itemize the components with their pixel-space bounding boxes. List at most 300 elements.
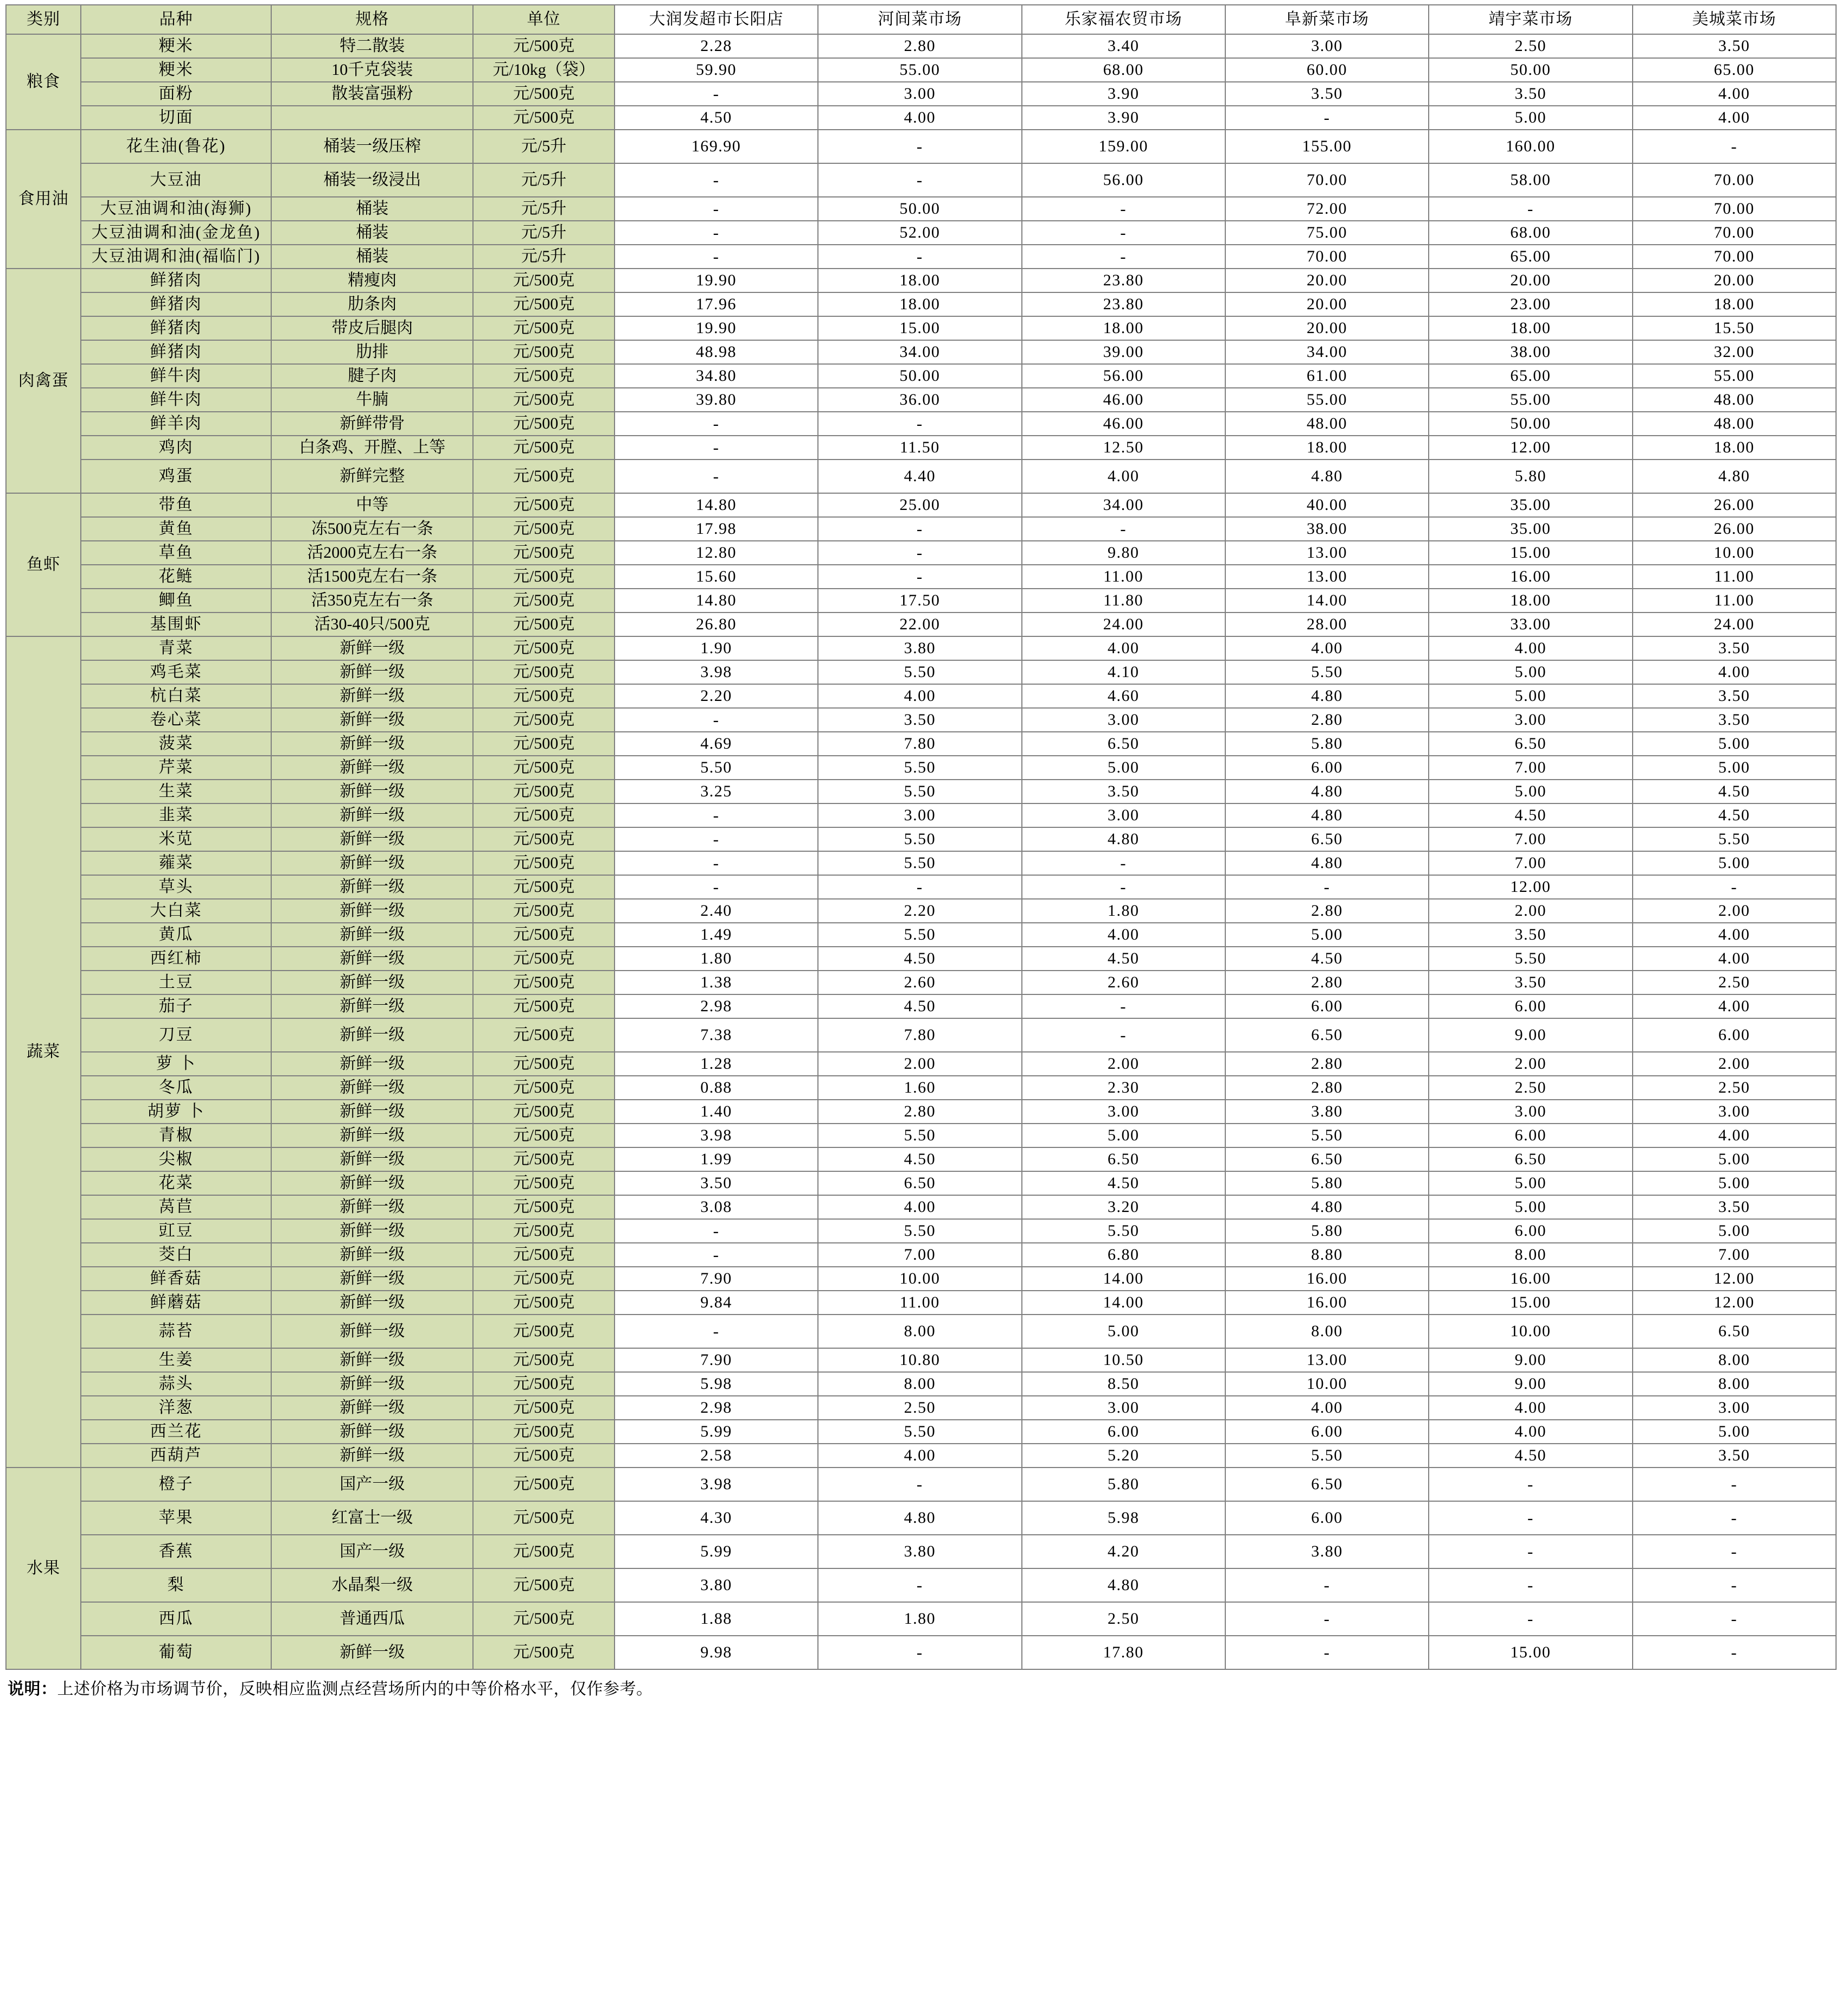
price-cell-market-2: - bbox=[818, 130, 1021, 163]
unit-cell: 元/500克 bbox=[473, 34, 615, 58]
spec-cell: 新鲜一级 bbox=[271, 1348, 473, 1372]
item-name-cell: 莴苣 bbox=[81, 1195, 271, 1219]
price-cell-market-4: 4.80 bbox=[1225, 684, 1429, 708]
item-name-cell: 西葫芦 bbox=[81, 1444, 271, 1468]
price-cell-market-2: - bbox=[818, 412, 1021, 436]
spec-cell: 桶装一级压榨 bbox=[271, 130, 473, 163]
spec-cell: 新鲜一级 bbox=[271, 1147, 473, 1171]
price-cell-market-6: 3.00 bbox=[1633, 1100, 1836, 1124]
price-cell-market-5: - bbox=[1429, 1501, 1632, 1535]
unit-cell: 元/500克 bbox=[473, 803, 615, 827]
table-row bbox=[6, 1195, 1836, 1219]
price-cell-market-1: - bbox=[615, 436, 818, 460]
table-row bbox=[6, 565, 1836, 589]
unit-cell: 元/500克 bbox=[473, 1348, 615, 1372]
unit-cell: 元/500克 bbox=[473, 412, 615, 436]
unit-cell: 元/500克 bbox=[473, 1636, 615, 1669]
table-row bbox=[6, 1018, 1836, 1052]
spec-cell: 新鲜一级 bbox=[271, 1420, 473, 1444]
unit-cell: 元/5升 bbox=[473, 221, 615, 245]
price-cell-market-1: 1.99 bbox=[615, 1147, 818, 1171]
price-cell-market-2: 10.00 bbox=[818, 1267, 1021, 1291]
unit-cell: 元/500克 bbox=[473, 780, 615, 803]
price-cell-market-2: 2.50 bbox=[818, 1396, 1021, 1420]
price-cell-market-2: 4.50 bbox=[818, 994, 1021, 1018]
price-cell-market-3: 4.20 bbox=[1022, 1535, 1225, 1568]
price-cell-market-5: 68.00 bbox=[1429, 221, 1632, 245]
price-cell-market-4: - bbox=[1225, 106, 1429, 130]
price-cell-market-3: - bbox=[1022, 517, 1225, 541]
price-cell-market-3: 4.00 bbox=[1022, 460, 1225, 493]
price-cell-market-6: 4.00 bbox=[1633, 82, 1836, 106]
price-cell-market-6: 2.50 bbox=[1633, 1076, 1836, 1100]
item-name-cell: 西瓜 bbox=[81, 1602, 271, 1636]
table-row bbox=[6, 340, 1836, 364]
price-cell-market-5: 50.00 bbox=[1429, 58, 1632, 82]
unit-cell: 元/500克 bbox=[473, 636, 615, 660]
item-name-cell: 胡萝 卜 bbox=[81, 1100, 271, 1124]
price-cell-market-3: 3.00 bbox=[1022, 803, 1225, 827]
price-cell-market-3: 1.80 bbox=[1022, 899, 1225, 923]
item-name-cell: 基围虾 bbox=[81, 613, 271, 636]
price-cell-market-6: 3.50 bbox=[1633, 1444, 1836, 1468]
price-cell-market-1: 1.88 bbox=[615, 1602, 818, 1636]
price-cell-market-2: 17.50 bbox=[818, 589, 1021, 613]
spec-cell: 活2000克左右一条 bbox=[271, 541, 473, 565]
price-cell-market-1: 2.40 bbox=[615, 899, 818, 923]
price-cell-market-1: 4.50 bbox=[615, 106, 818, 130]
table-row bbox=[6, 245, 1836, 269]
price-cell-market-6: 24.00 bbox=[1633, 613, 1836, 636]
unit-cell: 元/500克 bbox=[473, 364, 615, 388]
spec-cell: 新鲜一级 bbox=[271, 1124, 473, 1147]
price-cell-market-2: 5.50 bbox=[818, 1219, 1021, 1243]
unit-cell: 元/500克 bbox=[473, 493, 615, 517]
price-cell-market-1: - bbox=[615, 82, 818, 106]
price-cell-market-2: 18.00 bbox=[818, 292, 1021, 316]
item-name-cell: 黄瓜 bbox=[81, 923, 271, 947]
spec-cell bbox=[271, 106, 473, 130]
spec-cell: 新鲜一级 bbox=[271, 1315, 473, 1348]
price-cell-market-3: 39.00 bbox=[1022, 340, 1225, 364]
price-cell-market-2: 1.60 bbox=[818, 1076, 1021, 1100]
price-cell-market-6: 4.80 bbox=[1633, 460, 1836, 493]
price-cell-market-6: 2.00 bbox=[1633, 1052, 1836, 1076]
column-header-unit: 单位 bbox=[473, 5, 615, 34]
price-cell-market-5: 5.00 bbox=[1429, 1171, 1632, 1195]
price-cell-market-1: 1.40 bbox=[615, 1100, 818, 1124]
price-cell-market-5: 5.00 bbox=[1429, 660, 1632, 684]
price-cell-market-6: 3.50 bbox=[1633, 1195, 1836, 1219]
price-cell-market-4: 4.80 bbox=[1225, 851, 1429, 875]
price-cell-market-2: - bbox=[818, 245, 1021, 269]
price-cell-market-3: - bbox=[1022, 875, 1225, 899]
price-cell-market-1: 34.80 bbox=[615, 364, 818, 388]
column-header-market-6: 美城菜市场 bbox=[1633, 5, 1836, 34]
price-cell-market-1: 5.99 bbox=[615, 1535, 818, 1568]
price-cell-market-3: 3.50 bbox=[1022, 780, 1225, 803]
price-cell-market-4: 2.80 bbox=[1225, 1052, 1429, 1076]
table-row bbox=[6, 1124, 1836, 1147]
price-cell-market-6: 4.00 bbox=[1633, 660, 1836, 684]
price-cell-market-1: - bbox=[615, 875, 818, 899]
price-cell-market-4: - bbox=[1225, 1568, 1429, 1602]
spec-cell: 新鲜一级 bbox=[271, 1100, 473, 1124]
price-cell-market-2: 18.00 bbox=[818, 269, 1021, 292]
price-cell-market-6: 70.00 bbox=[1633, 163, 1836, 197]
price-cell-market-3: 68.00 bbox=[1022, 58, 1225, 82]
price-cell-market-2: 6.50 bbox=[818, 1171, 1021, 1195]
price-cell-market-1: 0.88 bbox=[615, 1076, 818, 1100]
price-cell-market-3: 3.00 bbox=[1022, 1396, 1225, 1420]
price-cell-market-1: 19.90 bbox=[615, 316, 818, 340]
price-cell-market-5: 6.00 bbox=[1429, 1124, 1632, 1147]
table-row bbox=[6, 1372, 1836, 1396]
price-cell-market-2: 50.00 bbox=[818, 364, 1021, 388]
price-cell-market-4: 4.80 bbox=[1225, 780, 1429, 803]
table-row bbox=[6, 1267, 1836, 1291]
price-cell-market-3: 6.50 bbox=[1022, 732, 1225, 756]
price-cell-market-5: 5.00 bbox=[1429, 106, 1632, 130]
price-cell-market-5: 4.00 bbox=[1429, 636, 1632, 660]
spec-cell: 新鲜一级 bbox=[271, 1372, 473, 1396]
table-row bbox=[6, 923, 1836, 947]
price-cell-market-4: 13.00 bbox=[1225, 1348, 1429, 1372]
price-cell-market-1: - bbox=[615, 245, 818, 269]
price-cell-market-6: 70.00 bbox=[1633, 221, 1836, 245]
price-cell-market-2: 2.80 bbox=[818, 1100, 1021, 1124]
table-row bbox=[6, 269, 1836, 292]
price-cell-market-1: - bbox=[615, 803, 818, 827]
price-cell-market-1: 1.49 bbox=[615, 923, 818, 947]
unit-cell: 元/500克 bbox=[473, 292, 615, 316]
column-header-market-5: 靖宇菜市场 bbox=[1429, 5, 1632, 34]
price-cell-market-5: 50.00 bbox=[1429, 412, 1632, 436]
price-cell-market-1: 2.28 bbox=[615, 34, 818, 58]
unit-cell: 元/500克 bbox=[473, 1147, 615, 1171]
price-cell-market-1: 39.80 bbox=[615, 388, 818, 412]
price-cell-market-2: 5.50 bbox=[818, 923, 1021, 947]
price-cell-market-4: 8.80 bbox=[1225, 1243, 1429, 1267]
price-cell-market-6: 11.00 bbox=[1633, 565, 1836, 589]
price-cell-market-5: 3.00 bbox=[1429, 708, 1632, 732]
price-cell-market-6: 4.00 bbox=[1633, 947, 1836, 971]
unit-cell: 元/500克 bbox=[473, 1396, 615, 1420]
price-cell-market-4: 61.00 bbox=[1225, 364, 1429, 388]
unit-cell: 元/500克 bbox=[473, 340, 615, 364]
price-cell-market-2: - bbox=[818, 163, 1021, 197]
price-cell-market-3: - bbox=[1022, 221, 1225, 245]
price-cell-market-5: 2.50 bbox=[1429, 34, 1632, 58]
spec-cell: 新鲜一级 bbox=[271, 1219, 473, 1243]
price-cell-market-2: 2.60 bbox=[818, 971, 1021, 994]
item-name-cell: 鲜蘑菇 bbox=[81, 1291, 271, 1315]
price-cell-market-4: 16.00 bbox=[1225, 1267, 1429, 1291]
table-row bbox=[6, 163, 1836, 197]
price-cell-market-6: 5.00 bbox=[1633, 756, 1836, 780]
spec-cell: 普通西瓜 bbox=[271, 1602, 473, 1636]
spec-cell: 新鲜一级 bbox=[271, 636, 473, 660]
category-cell: 肉禽蛋 bbox=[6, 269, 81, 493]
spec-cell: 新鲜一级 bbox=[271, 1195, 473, 1219]
unit-cell: 元/5升 bbox=[473, 130, 615, 163]
price-cell-market-3: 5.00 bbox=[1022, 1124, 1225, 1147]
spec-cell: 新鲜一级 bbox=[271, 875, 473, 899]
price-cell-market-1: 14.80 bbox=[615, 493, 818, 517]
item-name-cell: 草鱼 bbox=[81, 541, 271, 565]
price-cell-market-2: - bbox=[818, 1468, 1021, 1501]
price-cell-market-5: 5.00 bbox=[1429, 684, 1632, 708]
price-cell-market-3: 23.80 bbox=[1022, 292, 1225, 316]
unit-cell: 元/500克 bbox=[473, 1052, 615, 1076]
price-cell-market-4: 3.80 bbox=[1225, 1535, 1429, 1568]
price-cell-market-6: 20.00 bbox=[1633, 269, 1836, 292]
price-cell-market-4: 13.00 bbox=[1225, 541, 1429, 565]
unit-cell: 元/5升 bbox=[473, 197, 615, 221]
item-name-cell: 鲫鱼 bbox=[81, 589, 271, 613]
price-cell-market-4: - bbox=[1225, 1636, 1429, 1669]
price-cell-market-4: 72.00 bbox=[1225, 197, 1429, 221]
table-row bbox=[6, 541, 1836, 565]
unit-cell: 元/500克 bbox=[473, 1291, 615, 1315]
item-name-cell: 草头 bbox=[81, 875, 271, 899]
price-cell-market-6: 18.00 bbox=[1633, 292, 1836, 316]
price-cell-market-4: 2.80 bbox=[1225, 1076, 1429, 1100]
price-cell-market-3: 24.00 bbox=[1022, 613, 1225, 636]
item-name-cell: 鸡肉 bbox=[81, 436, 271, 460]
price-cell-market-1: 19.90 bbox=[615, 269, 818, 292]
price-cell-market-2: 7.80 bbox=[818, 1018, 1021, 1052]
price-cell-market-5: 16.00 bbox=[1429, 565, 1632, 589]
price-cell-market-1: 3.50 bbox=[615, 1171, 818, 1195]
price-cell-market-6: 3.50 bbox=[1633, 636, 1836, 660]
price-cell-market-3: 5.00 bbox=[1022, 756, 1225, 780]
item-name-cell: 黄鱼 bbox=[81, 517, 271, 541]
item-name-cell: 粳米 bbox=[81, 58, 271, 82]
spec-cell: 新鲜一级 bbox=[271, 1171, 473, 1195]
price-cell-market-2: 4.00 bbox=[818, 1444, 1021, 1468]
price-cell-market-4: 4.80 bbox=[1225, 803, 1429, 827]
unit-cell: 元/5升 bbox=[473, 163, 615, 197]
table-row bbox=[6, 1171, 1836, 1195]
item-name-cell: 鲜羊肉 bbox=[81, 412, 271, 436]
price-cell-market-1: 4.69 bbox=[615, 732, 818, 756]
spec-cell: 活350克左右一条 bbox=[271, 589, 473, 613]
item-name-cell: 萝 卜 bbox=[81, 1052, 271, 1076]
price-cell-market-4: 40.00 bbox=[1225, 493, 1429, 517]
price-cell-market-5: 20.00 bbox=[1429, 269, 1632, 292]
price-cell-market-3: 10.50 bbox=[1022, 1348, 1225, 1372]
price-cell-market-3: 5.80 bbox=[1022, 1468, 1225, 1501]
table-row bbox=[6, 732, 1836, 756]
category-cell: 蔬菜 bbox=[6, 636, 81, 1468]
price-cell-market-3: 2.30 bbox=[1022, 1076, 1225, 1100]
price-cell-market-6: 4.00 bbox=[1633, 1124, 1836, 1147]
item-name-cell: 青椒 bbox=[81, 1124, 271, 1147]
price-cell-market-3: 6.00 bbox=[1022, 1420, 1225, 1444]
price-cell-market-1: 3.98 bbox=[615, 1468, 818, 1501]
price-cell-market-1: 9.84 bbox=[615, 1291, 818, 1315]
price-cell-market-3: 46.00 bbox=[1022, 412, 1225, 436]
price-cell-market-5: 6.00 bbox=[1429, 1219, 1632, 1243]
price-cell-market-2: 5.50 bbox=[818, 827, 1021, 851]
price-cell-market-4: 4.00 bbox=[1225, 1396, 1429, 1420]
price-cell-market-6: 6.50 bbox=[1633, 1315, 1836, 1348]
price-cell-market-2: - bbox=[818, 517, 1021, 541]
price-cell-market-1: 5.50 bbox=[615, 756, 818, 780]
price-cell-market-5: 9.00 bbox=[1429, 1018, 1632, 1052]
price-cell-market-1: 3.80 bbox=[615, 1568, 818, 1602]
price-cell-market-2: 50.00 bbox=[818, 197, 1021, 221]
table-row bbox=[6, 34, 1836, 58]
price-cell-market-4: 13.00 bbox=[1225, 565, 1429, 589]
table-row bbox=[6, 1243, 1836, 1267]
price-cell-market-1: 3.08 bbox=[615, 1195, 818, 1219]
unit-cell: 元/500克 bbox=[473, 1568, 615, 1602]
price-cell-market-6: - bbox=[1633, 1602, 1836, 1636]
price-cell-market-6: 11.00 bbox=[1633, 589, 1836, 613]
spec-cell: 牛腩 bbox=[271, 388, 473, 412]
price-cell-market-5: 6.00 bbox=[1429, 994, 1632, 1018]
category-cell: 鱼虾 bbox=[6, 493, 81, 636]
table-row bbox=[6, 1348, 1836, 1372]
price-cell-market-2: 4.80 bbox=[818, 1501, 1021, 1535]
spec-cell: 桶装 bbox=[271, 245, 473, 269]
spec-cell: 腱子肉 bbox=[271, 364, 473, 388]
price-cell-market-1: 12.80 bbox=[615, 541, 818, 565]
category-cell: 粮食 bbox=[6, 34, 81, 130]
unit-cell: 元/500克 bbox=[473, 82, 615, 106]
price-cell-market-6: 70.00 bbox=[1633, 197, 1836, 221]
price-cell-market-6: 26.00 bbox=[1633, 517, 1836, 541]
item-name-cell: 大豆油调和油(福临门) bbox=[81, 245, 271, 269]
price-cell-market-6: - bbox=[1633, 875, 1836, 899]
price-cell-market-6: 6.00 bbox=[1633, 1018, 1836, 1052]
price-cell-market-1: 17.96 bbox=[615, 292, 818, 316]
column-header-market-2: 河间菜市场 bbox=[818, 5, 1021, 34]
price-cell-market-6: 4.50 bbox=[1633, 803, 1836, 827]
price-cell-market-1: - bbox=[615, 851, 818, 875]
price-cell-market-2: - bbox=[818, 1636, 1021, 1669]
price-cell-market-2: - bbox=[818, 1568, 1021, 1602]
price-cell-market-6: 5.00 bbox=[1633, 1219, 1836, 1243]
table-row bbox=[6, 197, 1836, 221]
price-cell-market-4: 70.00 bbox=[1225, 163, 1429, 197]
item-name-cell: 卷心菜 bbox=[81, 708, 271, 732]
item-name-cell: 花生油(鲁花) bbox=[81, 130, 271, 163]
price-cell-market-2: - bbox=[818, 565, 1021, 589]
price-cell-market-6: 48.00 bbox=[1633, 412, 1836, 436]
price-cell-market-4: 155.00 bbox=[1225, 130, 1429, 163]
spec-cell: 新鲜一级 bbox=[271, 827, 473, 851]
price-cell-market-1: - bbox=[615, 827, 818, 851]
price-cell-market-1: 3.98 bbox=[615, 660, 818, 684]
price-cell-market-1: 59.90 bbox=[615, 58, 818, 82]
price-cell-market-3: 34.00 bbox=[1022, 493, 1225, 517]
unit-cell: 元/500克 bbox=[473, 613, 615, 636]
price-cell-market-5: 7.00 bbox=[1429, 851, 1632, 875]
price-cell-market-5: 38.00 bbox=[1429, 340, 1632, 364]
price-cell-market-2: 5.50 bbox=[818, 1420, 1021, 1444]
spec-cell: 新鲜一级 bbox=[271, 1444, 473, 1468]
price-cell-market-2: 25.00 bbox=[818, 493, 1021, 517]
item-name-cell: 洋葱 bbox=[81, 1396, 271, 1420]
price-cell-market-1: 5.98 bbox=[615, 1372, 818, 1396]
price-cell-market-1: - bbox=[615, 163, 818, 197]
price-cell-market-5: 9.00 bbox=[1429, 1348, 1632, 1372]
price-cell-market-1: - bbox=[615, 1315, 818, 1348]
unit-cell: 元/500克 bbox=[473, 1195, 615, 1219]
price-cell-market-2: 4.50 bbox=[818, 1147, 1021, 1171]
price-cell-market-2: 4.40 bbox=[818, 460, 1021, 493]
price-cell-market-3: - bbox=[1022, 994, 1225, 1018]
table-row bbox=[6, 1535, 1836, 1568]
price-cell-market-3: 3.90 bbox=[1022, 106, 1225, 130]
price-cell-market-2: 2.80 bbox=[818, 34, 1021, 58]
price-cell-market-6: 4.50 bbox=[1633, 780, 1836, 803]
item-name-cell: 土豆 bbox=[81, 971, 271, 994]
price-cell-market-5: 2.00 bbox=[1429, 899, 1632, 923]
table-row bbox=[6, 613, 1836, 636]
price-cell-market-6: 5.00 bbox=[1633, 1420, 1836, 1444]
unit-cell: 元/500克 bbox=[473, 269, 615, 292]
unit-cell: 元/500克 bbox=[473, 1267, 615, 1291]
table-row bbox=[6, 899, 1836, 923]
price-cell-market-3: 5.50 bbox=[1022, 1219, 1225, 1243]
price-cell-market-3: 3.90 bbox=[1022, 82, 1225, 106]
unit-cell: 元/500克 bbox=[473, 756, 615, 780]
price-cell-market-4: 28.00 bbox=[1225, 613, 1429, 636]
item-name-cell: 大豆油调和油(金龙鱼) bbox=[81, 221, 271, 245]
price-cell-market-4: 5.80 bbox=[1225, 732, 1429, 756]
price-cell-market-2: 5.50 bbox=[818, 851, 1021, 875]
unit-cell: 元/500克 bbox=[473, 899, 615, 923]
price-cell-market-3: 12.50 bbox=[1022, 436, 1225, 460]
price-cell-market-4: 6.50 bbox=[1225, 1147, 1429, 1171]
table-row bbox=[6, 1052, 1836, 1076]
item-name-cell: 花菜 bbox=[81, 1171, 271, 1195]
price-cell-market-3: 46.00 bbox=[1022, 388, 1225, 412]
spec-cell: 新鲜一级 bbox=[271, 1636, 473, 1669]
spec-cell: 红富士一级 bbox=[271, 1501, 473, 1535]
table-row bbox=[6, 493, 1836, 517]
price-cell-market-2: 52.00 bbox=[818, 221, 1021, 245]
column-header-market-3: 乐家福农贸市场 bbox=[1022, 5, 1225, 34]
price-cell-market-2: 5.50 bbox=[818, 780, 1021, 803]
table-row bbox=[6, 756, 1836, 780]
price-cell-market-3: 9.80 bbox=[1022, 541, 1225, 565]
price-cell-market-6: - bbox=[1633, 1568, 1836, 1602]
unit-cell: 元/500克 bbox=[473, 1444, 615, 1468]
unit-cell: 元/500克 bbox=[473, 971, 615, 994]
footer-note bbox=[5, 1675, 1837, 1699]
table-row bbox=[6, 1420, 1836, 1444]
item-name-cell: 鲜香菇 bbox=[81, 1267, 271, 1291]
unit-cell: 元/500克 bbox=[473, 436, 615, 460]
item-name-cell: 青菜 bbox=[81, 636, 271, 660]
price-cell-market-6: 26.00 bbox=[1633, 493, 1836, 517]
price-cell-market-1: - bbox=[615, 197, 818, 221]
table-row bbox=[6, 994, 1836, 1018]
price-cell-market-2: 22.00 bbox=[818, 613, 1021, 636]
table-row bbox=[6, 58, 1836, 82]
spec-cell: 新鲜一级 bbox=[271, 660, 473, 684]
price-cell-market-5: 35.00 bbox=[1429, 517, 1632, 541]
spec-cell: 国产一级 bbox=[271, 1468, 473, 1501]
price-cell-market-4: 8.00 bbox=[1225, 1315, 1429, 1348]
price-cell-market-1: 1.80 bbox=[615, 947, 818, 971]
price-cell-market-2: 11.50 bbox=[818, 436, 1021, 460]
